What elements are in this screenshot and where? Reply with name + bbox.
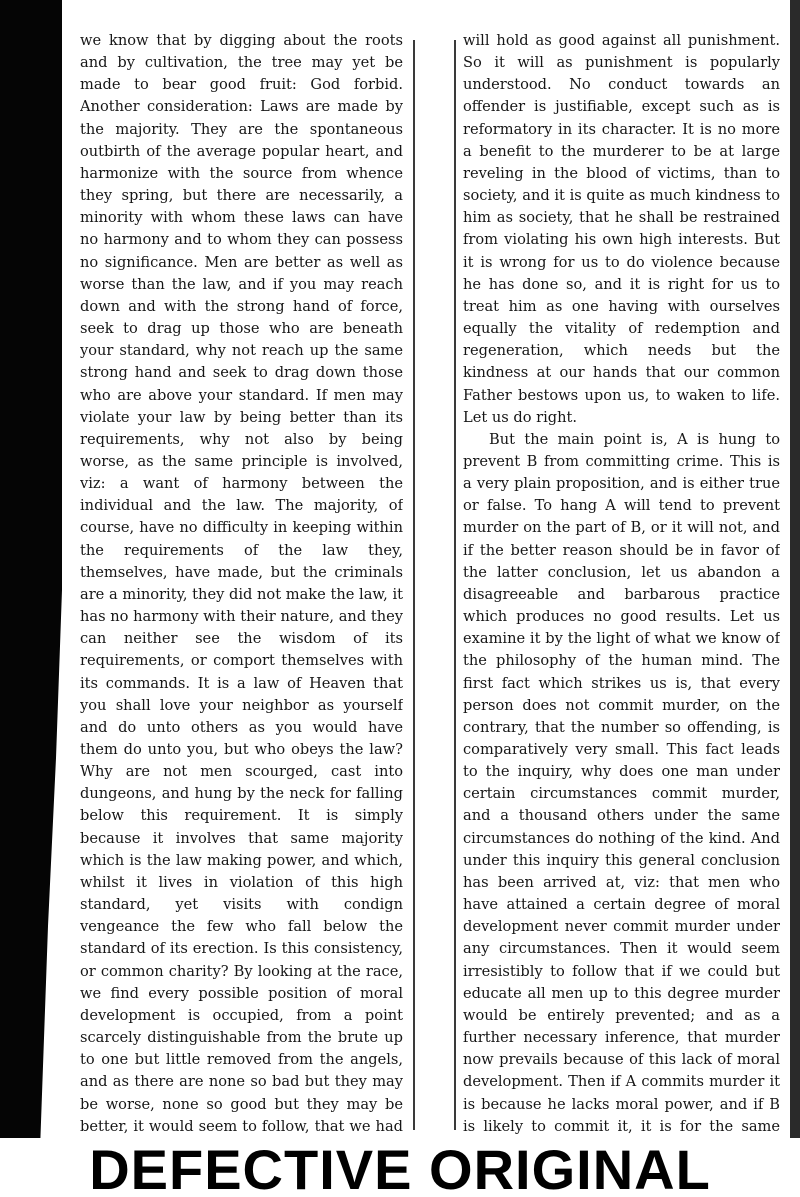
scan-edge-right — [790, 0, 800, 1140]
defective-original-stamp: DEFECTIVE ORIGINAL — [89, 1138, 711, 1197]
column-rule-left — [413, 40, 415, 1130]
left-text-column — [80, 30, 403, 1140]
right-paragraph-1: will hold as good against all punishment. So it will as punishment is popularly understood. No conduct towards an offender is justifiable, except such as is reformatory in its character. It is no more a benefit to the murderer to be at large reveling in the blood of victims, than to society, and it is quite as much kindness to him as society, that he shall be restrained from violating his own high interests. But it is wrong for us to do violence because he has done so, and it is right for us to treat him as one having with ourselves equally the vitality of redemption and regeneration, which needs but the kindness at our hands that our common Father bestows upon us, to waken to life. Let us do right. — [463, 32, 780, 426]
left-paragraph-1 — [80, 30, 403, 1140]
right-paragraph-2: But the main point is, A is hung to prevent B from committing crime. This is a very plain proposition, and is either true or false. To hang A will tend to prevent murder on the part of B, or it will not, and if the better reason should be in favor of the latter conclusion, let us abandon a disagreeable and barbarous practice which produces no good results. Let us examine it by the light of what we know of the philosophy of the human mind. The first fact which strikes us is, that every person does not commit murder, on the contrary, that the number so offending, is comparatively very small. This fact leads to the inquiry, why does one man under certain circumstances commit murder, and a thousand others under the same circumstances do nothing of the kind. And under this inquiry this general conclusion has been arrived at, viz: that men who have attained a certain degree of moral development never commit murder under any circumstances. Then it would seem irresistibly to follow that if we could but educate all men up to this degree murder would be entirely prevented; and as a further necessary inference, that murder now prevails because of this lack of moral development. Then if A commits murder it is because he lacks moral power, and if B is likely to commit it, it is for the same — [463, 430, 780, 1135]
left-paragraph-1-text: we know that by digging about the roots and by cultivation, the tree may yet be made to bear good fruit: God forbid. Another consideration: Laws are made by the majority. They are the spontaneous outbirth of the average popular heart, and harmonize with the source from whence they spring, but there are necessarily, a minority with whom these laws can have no harmony and to whom they can possess no significance. Men are better as well as worse than the law, and if you may reach down and with the strong hand of force, seek to drag up those who are beneath your standard, why not reach up the same strong hand and seek to drag down those who are above your standard. If men may violate your law by being better than its requirements, why not also by being worse, as the same principle is involved, viz: a want of harmony between the individual and the law. The majority, of course, have no difficulty in keeping within the requirements of the law they, themselves, have made, but the criminals are a minority, they did not make the law, it has no harmony with their nature, and they can neither see the wisdom of its requirements, or comport themselves with its commands. It is a law of Heaven that you shall love your neighbor as yourself and do unto others as you would have them do unto you, but who obeys the law? Why are not men scourged, cast into dungeons, and hung by the neck for falling below this requirement. It is simply because it involves that same majority which is the law making power, and which, whilst it lives in violation of this high standard, yet visits with condign vengeance the few who fall below the standard of its erection. Is this consistency, or common charity? By looking at the race, we find every possible position of moral development is occupied, from a point scarcely distinguishable from the brute up to one but little removed from the angels, and as there are none so bad but they may be worse, none so good but they may be better, it would seem to follow, that we had — [80, 32, 403, 1135]
right-text-column — [463, 30, 780, 1140]
column-rule-right — [454, 40, 456, 1130]
